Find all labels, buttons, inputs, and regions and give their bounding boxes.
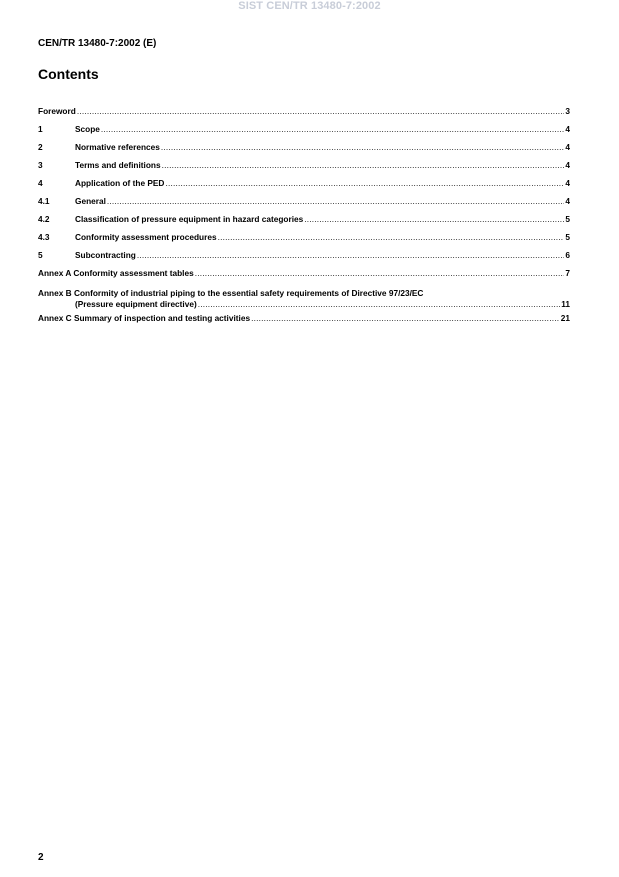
leader-dots <box>251 313 560 323</box>
toc-entry-normative-references[interactable] <box>38 142 570 160</box>
toc-entry-page: 5 <box>565 214 570 224</box>
toc-entry-title: Annex A Conformity assessment tables <box>38 268 194 278</box>
watermark: SIST CEN/TR 13480-7:2002 <box>238 0 381 12</box>
toc-entry-title: Normative references <box>75 142 160 152</box>
toc-entry-page: 3 <box>565 106 570 116</box>
leader-dots <box>218 232 565 242</box>
toc-entry-number: 4.3 <box>38 232 50 242</box>
toc-entry-page: 4 <box>565 196 570 206</box>
toc-entry-application-of-ped[interactable] <box>38 178 570 196</box>
leader-dots <box>195 268 565 278</box>
toc-entry-page: 21 <box>560 313 570 323</box>
toc-entry-title: Application of the PED <box>75 178 165 188</box>
contents-heading: Contents <box>38 66 99 82</box>
toc-entry-annex-b[interactable] <box>38 288 570 309</box>
toc-entry-page: 11 <box>561 299 570 309</box>
toc-entry-conformity-procedures[interactable] <box>38 232 570 250</box>
leader-dots <box>162 160 565 170</box>
toc-entry-classification[interactable] <box>38 214 570 232</box>
toc-entry-number: 1 <box>38 124 43 134</box>
toc-entry-number: 4.2 <box>38 214 50 224</box>
leader-dots <box>137 250 565 260</box>
toc-entry-page: 4 <box>565 142 570 152</box>
toc-entry-page: 4 <box>565 160 570 170</box>
toc-entry-title: Conformity assessment procedures <box>75 232 217 242</box>
toc-entry-number: 5 <box>38 250 43 260</box>
leader-dots <box>77 106 565 116</box>
leader-dots <box>107 196 564 206</box>
toc-entry-general[interactable] <box>38 196 570 214</box>
toc-entry-subcontracting[interactable] <box>38 250 570 268</box>
toc-entry-foreword[interactable] <box>38 106 570 124</box>
leader-dots <box>165 178 564 188</box>
toc-entry-page: 6 <box>565 250 570 260</box>
toc-entry-number: 2 <box>38 142 43 152</box>
page-number: 2 <box>38 852 44 863</box>
toc-entry-title: Subcontracting <box>75 250 136 260</box>
toc-entry-page: 5 <box>565 232 570 242</box>
toc-entry-title: Classification of pressure equipment in hazard categories <box>75 214 304 224</box>
toc-entry-page: 7 <box>565 268 570 278</box>
leader-dots <box>304 214 564 224</box>
toc-entry-number: 4.1 <box>38 196 50 206</box>
toc-entry-title: Annex C Summary of inspection and testing activities <box>38 313 251 323</box>
toc-entry-title: General <box>75 196 106 206</box>
document-id-header: CEN/TR 13480-7:2002 (E) <box>38 38 157 49</box>
toc-entry-annex-a[interactable] <box>38 268 570 286</box>
leader-dots <box>161 142 565 152</box>
table-of-contents <box>38 106 570 331</box>
toc-entry-terms-and-definitions[interactable] <box>38 160 570 178</box>
toc-entry-title: Foreword <box>38 106 76 116</box>
leader-dots <box>101 124 564 134</box>
toc-entry-scope[interactable] <box>38 124 570 142</box>
toc-entry-title: Terms and definitions <box>75 160 161 170</box>
leader-dots <box>198 299 560 309</box>
toc-entry-number: 3 <box>38 160 43 170</box>
toc-entry-title-line1: Annex B Conformity of industrial piping to the essential safety requirements of Directive 97/23/EC <box>38 288 424 298</box>
toc-entry-title: Scope <box>75 124 100 134</box>
toc-entry-annex-c[interactable] <box>38 313 570 331</box>
toc-entry-page: 4 <box>565 178 570 188</box>
toc-entry-title-line2: (Pressure equipment directive) <box>75 299 197 309</box>
toc-entry-number: 4 <box>38 178 43 188</box>
toc-entry-page: 4 <box>565 124 570 134</box>
